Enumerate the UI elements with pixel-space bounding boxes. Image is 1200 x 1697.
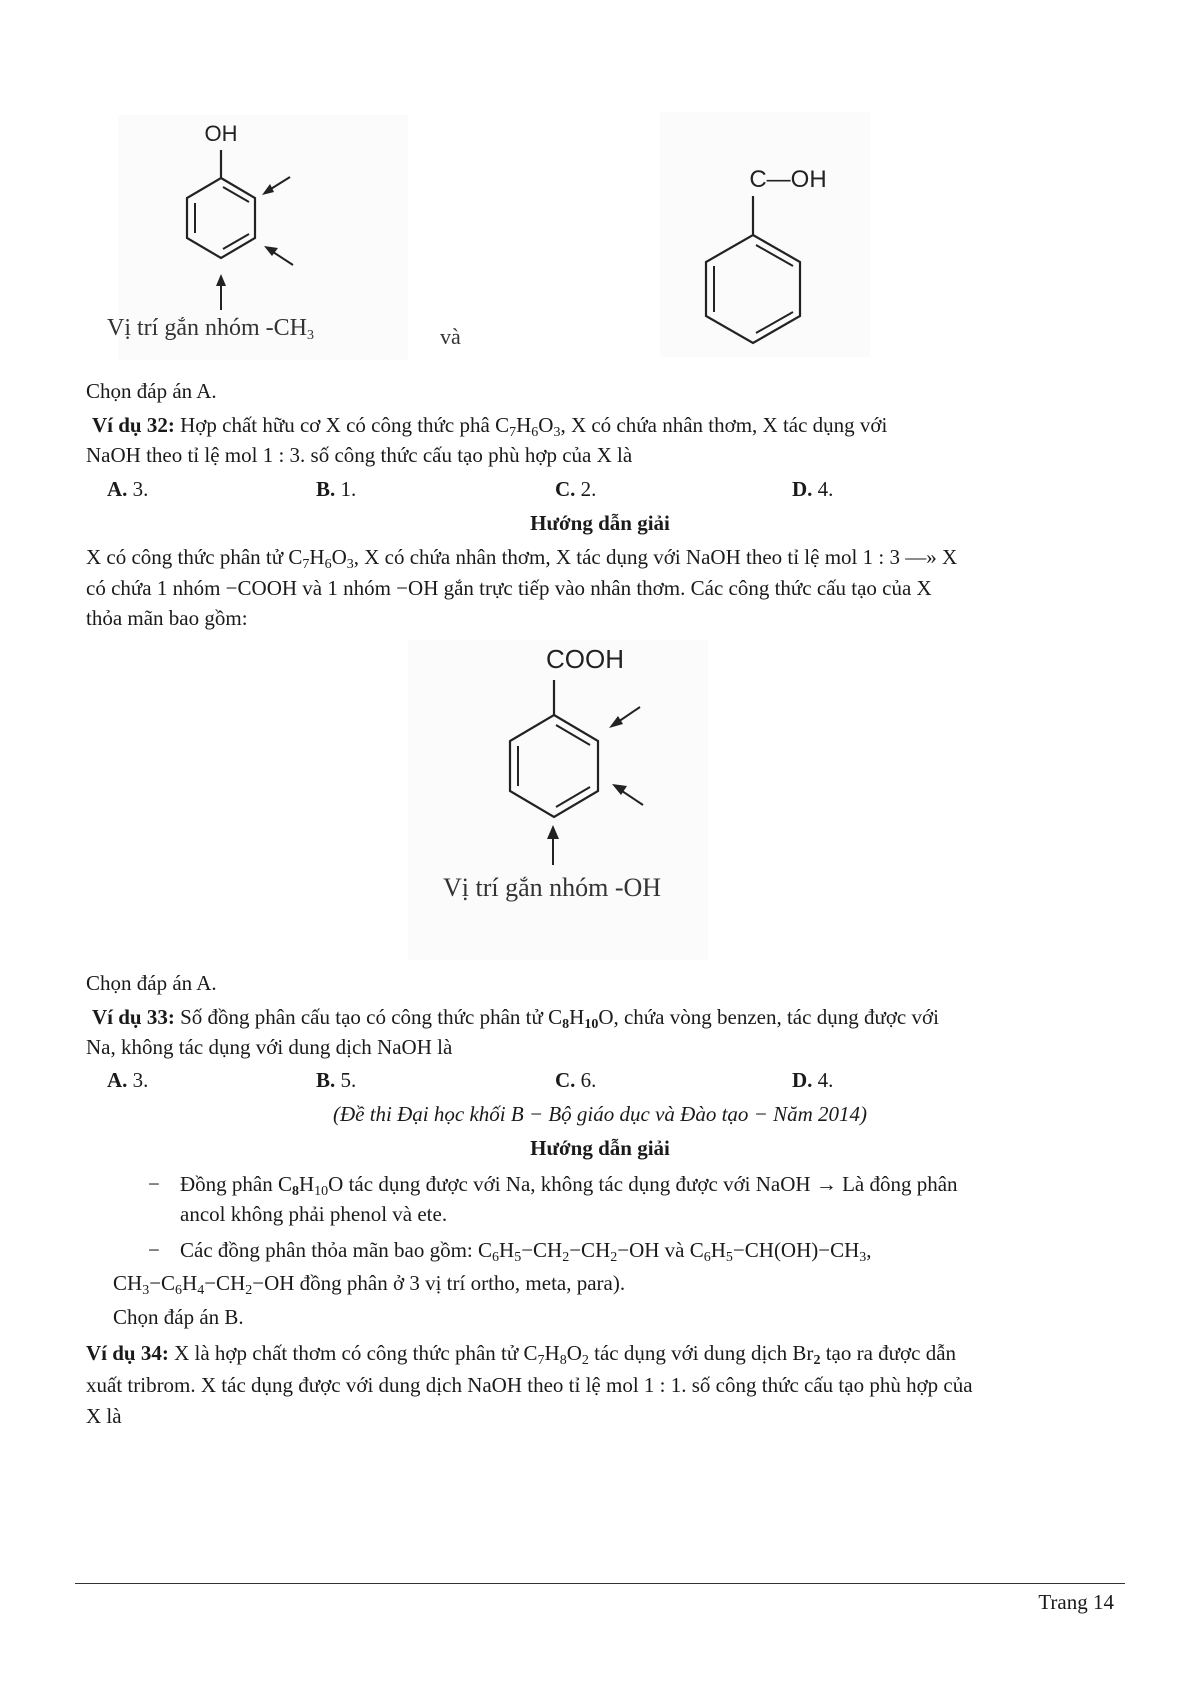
phenol-caption: Vị trí gắn nhóm $-CH_3$ [107, 315, 314, 343]
ex33-question-line1: Ví dụ 33: Số đồng phân cấu tạo có công thức phân tử $C_8H_{10}O$, chứa vòng benzen, tác dụng được với [92, 1005, 939, 1032]
ex32-guide-line2: có chứa 1 nhóm −COOH và 1 nhóm −OH gắn trực tiếp vào nhân thơm. Các công thức cấu tạo của X [86, 576, 932, 600]
figure-cooh [400, 635, 720, 965]
arrow-icon [612, 784, 643, 805]
ex32-option-b[interactable]: B. 1. [316, 477, 357, 501]
arrow-icon [547, 825, 559, 865]
page-number: Trang 14 [1038, 1590, 1114, 1614]
ex33-bullet2: Các đồng phân thỏa mãn bao gồm: $C_6H_5-CH_2-CH_2-OH$ và $C_6H_5-CH(OH)-CH_3$, [180, 1238, 872, 1265]
ex32-guide-line3: thỏa mãn bao gồm: [86, 606, 248, 630]
ex32-option-c[interactable]: C. 2. [555, 477, 597, 501]
arrow-icon [264, 246, 293, 265]
ex32-option-a[interactable]: A. 3. [107, 477, 149, 501]
cooh-caption: Vị trí gắn nhóm -OH [443, 873, 662, 902]
arrow-icon [262, 177, 290, 195]
arrow-icon [609, 707, 640, 728]
connector-text: và [440, 324, 461, 349]
c-oh-group-label: C—OH [749, 166, 827, 193]
ex33-guide-title: Hướng dẫn giải [530, 1136, 670, 1160]
ex33-option-a[interactable]: A. 3. [107, 1068, 149, 1092]
ex33-bullet2-dash: − [148, 1238, 160, 1262]
ex32-option-d[interactable]: D. 4. [792, 477, 834, 501]
ex34-question-line3: X là [86, 1404, 122, 1428]
ex33-question-line2: Na, không tác dụng với dung dịch NaOH là [86, 1035, 453, 1059]
ex33-option-d[interactable]: D. 4. [792, 1068, 834, 1092]
footer-rule [75, 1583, 1125, 1584]
ex33-option-c[interactable]: C. 6. [555, 1068, 597, 1092]
ex32-question-line1: Ví dụ 32: Hợp chất hữu cơ X có công thức phâ $C_7H_6O_3$, X có chứa nhân thơm, X tác dụng với [92, 413, 888, 440]
ex33-answer: Chọn đáp án B. [113, 1305, 244, 1329]
ex34-question-line2: xuất tribrom. X tác dụng được với dung dịch NaOH theo tỉ lệ mol 1 : 1. số công thức cấu tạo phù hợp của [86, 1373, 973, 1397]
ex32-question-line2: NaOH theo tỉ lệ mol 1 : 3. số công thức cấu tạo phù hợp của X là [86, 443, 633, 467]
phenol-structure [187, 121, 293, 310]
ex33-bullet1-dash: − [148, 1172, 160, 1196]
ex33-option-b[interactable]: B. 5. [316, 1068, 357, 1092]
ex33-bullet2-line2: $CH_3-C_6H_4-CH_2-OH$ đồng phân ở 3 vị trí ortho, meta, para). [113, 1271, 626, 1298]
cooh-group-label: COOH [546, 644, 624, 674]
ex34-question-line1: Ví dụ 34: X là hợp chất thơm có công thức phân tử $C_7H_8O_2$ tác dụng với dung dịch $Br_2$ tạo ra được dẫn [86, 1341, 957, 1368]
ex33-bullet1-line2: ancol không phải phenol và ete. [180, 1202, 448, 1226]
ex32-answer: Chọn đáp án A. [86, 971, 217, 995]
ex32-guide-title: Hướng dẫn giải [530, 511, 670, 535]
carbonyl-structure [706, 166, 827, 343]
ex32-guide-line1: X có công thức phân tử $C_7H_6O_3$, X có chứa nhân thơm, X tác dụng với NaOH theo tỉ lệ mol 1 : 3 —» X [86, 545, 958, 572]
ex31-answer: Chọn đáp án A. [86, 379, 217, 403]
ex33-source: (Đề thi Đại học khối B − Bộ giáo dục và Đào tạo − Năm 2014) [332, 1102, 867, 1126]
ex33-bullet1: Đồng phân $C_8H_{10}O$ tác dụng được với Na, không tác dụng được với NaOH → Là đông phân [180, 1172, 958, 1199]
oh-group-label: OH [204, 121, 238, 146]
arrow-icon [216, 274, 226, 310]
